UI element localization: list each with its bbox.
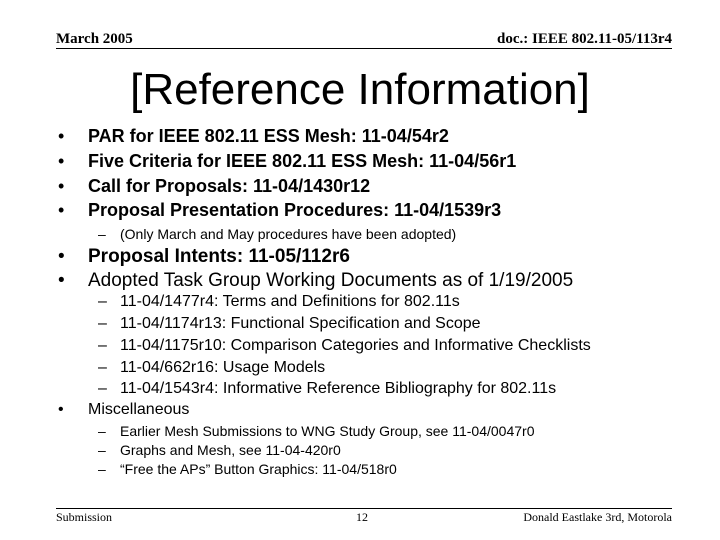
misc-item bbox=[98, 422, 534, 440]
bullet-dot: • bbox=[58, 151, 65, 171]
header-doc-number: doc.: IEEE 802.11-05/113r4 bbox=[496, 31, 672, 47]
bullet-text: Five Criteria for IEEE 802.11 ESS Mesh: 11-04/56r1 bbox=[88, 151, 517, 171]
bullet-five-criteria bbox=[58, 150, 516, 172]
bullet-proposal-procedures bbox=[58, 199, 501, 221]
working-doc-text: 11-04/662r16: Usage Models bbox=[120, 359, 326, 376]
working-doc-text: 11-04/1477r4: Terms and Definitions for 802.11s bbox=[120, 293, 460, 310]
bullet-par bbox=[58, 125, 449, 147]
misc-text: Graphs and Mesh, see 11-04-420r0 bbox=[120, 442, 341, 458]
dash-marker: – bbox=[98, 359, 107, 376]
working-doc-item bbox=[98, 292, 460, 312]
misc-text: Earlier Mesh Submissions to WNG Study Group, see 11-04/0047r0 bbox=[120, 423, 535, 439]
dash-marker: – bbox=[98, 423, 106, 439]
dash-marker: – bbox=[98, 293, 107, 310]
bullet-text: Proposal Presentation Procedures: 11-04/1539r3 bbox=[88, 200, 502, 220]
footer-rule bbox=[56, 508, 672, 509]
bullet-dot: • bbox=[58, 270, 65, 291]
misc-item bbox=[98, 441, 341, 459]
bullet-dot: • bbox=[58, 246, 65, 267]
working-doc-item bbox=[98, 314, 481, 334]
bullet-miscellaneous bbox=[58, 400, 189, 420]
bullet-dot: • bbox=[58, 126, 65, 146]
bullet-call-for-proposals bbox=[58, 175, 370, 197]
working-doc-text: 11-04/1543r4: Informative Reference Bibliography for 802.11s bbox=[120, 380, 557, 397]
sub-note bbox=[98, 225, 456, 243]
bullet-dot: • bbox=[58, 401, 64, 418]
dash-marker: – bbox=[98, 461, 106, 477]
footer-page-number: 12 bbox=[356, 510, 368, 524]
working-doc-item bbox=[98, 379, 556, 399]
bullet-dot: • bbox=[58, 176, 65, 196]
footer-author: Donald Eastlake 3rd, Motorola bbox=[523, 510, 672, 524]
slide-title: [Reference Information] bbox=[130, 65, 590, 114]
bullet-text: Adopted Task Group Working Documents as of 1/19/2005 bbox=[88, 270, 574, 291]
bullet-proposal-intents bbox=[58, 246, 350, 268]
working-doc-text: 11-04/1175r10: Comparison Categories and Informative Checklists bbox=[120, 337, 591, 354]
dash-marker: – bbox=[98, 380, 107, 397]
misc-item bbox=[98, 460, 397, 478]
bullet-text: Call for Proposals: 11-04/1430r12 bbox=[88, 176, 371, 196]
working-doc-text: 11-04/1174r13: Functional Specification and Scope bbox=[120, 315, 481, 332]
dash-marker: – bbox=[98, 315, 107, 332]
sub-note-text: (Only March and May procedures have been adopted) bbox=[120, 226, 457, 242]
dash-marker: – bbox=[98, 226, 106, 242]
dash-marker: – bbox=[98, 337, 107, 354]
footer-submission: Submission bbox=[56, 510, 113, 524]
header-date: March 2005 bbox=[56, 31, 133, 47]
misc-text: “Free the APs” Button Graphics: 11-04/518r0 bbox=[120, 461, 397, 477]
dash-marker: – bbox=[98, 442, 106, 458]
bullet-text: Proposal Intents: 11-05/112r6 bbox=[88, 246, 350, 267]
bullet-dot: • bbox=[58, 200, 65, 220]
bullet-text: Miscellaneous bbox=[88, 401, 190, 418]
working-doc-item bbox=[98, 358, 325, 378]
header-rule bbox=[56, 48, 672, 49]
working-doc-item bbox=[98, 336, 591, 356]
bullet-text: PAR for IEEE 802.11 ESS Mesh: 11-04/54r2 bbox=[88, 126, 449, 146]
bullet-adopted-documents bbox=[58, 270, 573, 292]
